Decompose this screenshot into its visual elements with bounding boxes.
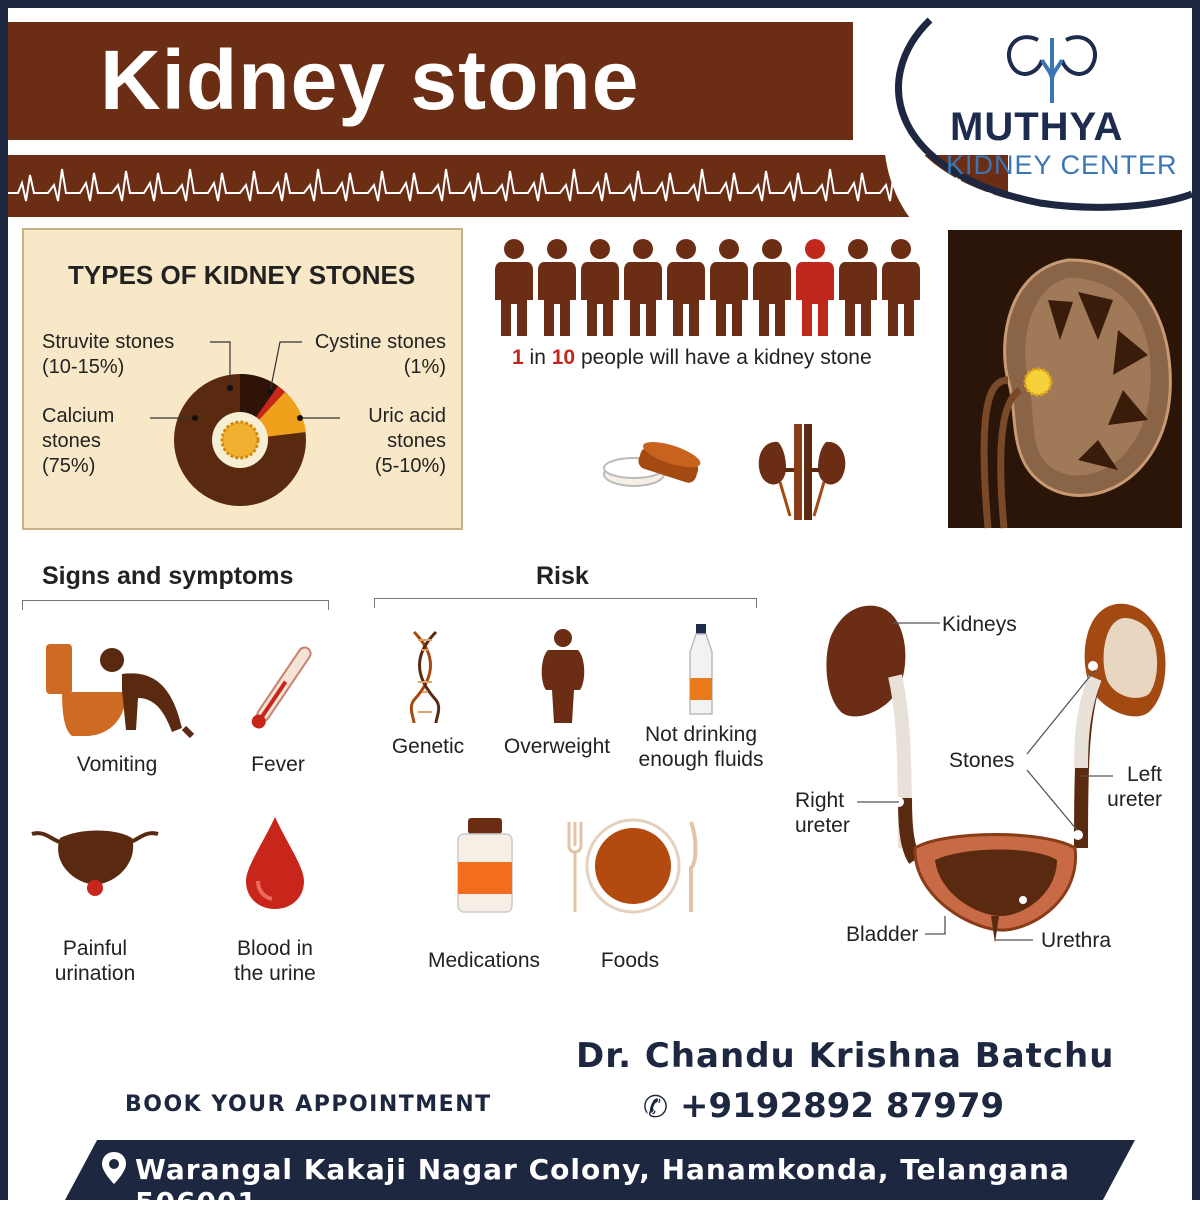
- urethra-label: Urethra: [1041, 929, 1112, 952]
- stone-icon: [1025, 369, 1051, 395]
- kidney-logo-icon: [1009, 37, 1095, 103]
- ecg-band: [8, 155, 1008, 217]
- page-title: Kidney stone: [100, 33, 640, 127]
- phone-number[interactable]: ✆ +9192892 87979: [643, 1086, 1005, 1126]
- dna-icon: [410, 630, 440, 725]
- people-row: [495, 238, 925, 338]
- bladder-label: Bladder: [846, 923, 919, 946]
- genetic-label: Genetic: [391, 735, 465, 758]
- risk-bracket: [374, 598, 757, 608]
- book-appointment[interactable]: BOOK YOUR APPOINTMENT: [125, 1092, 492, 1117]
- medication-bottle-icon: [454, 816, 516, 916]
- types-title: TYPES OF KIDNEY STONES: [68, 260, 416, 290]
- bladder-icon: [30, 820, 160, 900]
- person-icon: [882, 239, 920, 336]
- calcium-label: Calcium stones (75%): [42, 405, 115, 477]
- location-pin-icon: [100, 1150, 128, 1186]
- foods-label: Foods: [600, 949, 660, 972]
- phone-icon: ✆: [643, 1090, 669, 1125]
- kidneys-aorta-icon: [752, 424, 852, 520]
- person-icon: [839, 239, 877, 336]
- logo-name: MUTHYA: [950, 105, 1124, 149]
- blood-drop-icon: [244, 815, 306, 911]
- blood-in-urine-label: Blood in the urine: [234, 937, 316, 985]
- pill-icon: [600, 440, 705, 500]
- person-icon-highlighted: [796, 239, 834, 336]
- vomiting-label: Vomiting: [76, 753, 158, 776]
- person-icon: [581, 239, 619, 336]
- fluids-label: Not drinking enough fluids: [638, 723, 764, 771]
- stone-icon: [222, 422, 258, 458]
- statistic-caption: 1 in 10 people will have a kidney stone: [512, 346, 872, 369]
- uric-acid-label: Uric acid stones (5-10%): [368, 405, 446, 477]
- risk-heading: Risk: [536, 562, 589, 590]
- left-ureter-label: Left ureter: [1107, 763, 1162, 811]
- plate-food-icon: [565, 818, 705, 914]
- address-text: Warangal Kakaji Nagar Colony, Hanamkonda, Telangana 506001: [135, 1153, 1070, 1219]
- person-icon: [495, 239, 533, 336]
- person-icon: [667, 239, 705, 336]
- symptoms-bracket: [22, 600, 329, 610]
- person-icon: [624, 239, 662, 336]
- doctor-name: Dr. Chandu Krishna Batchu: [576, 1036, 1115, 1076]
- person-icon: [753, 239, 791, 336]
- cystine-label: Cystine stones (1%): [314, 331, 446, 378]
- stones-label: Stones: [949, 749, 1015, 772]
- kidneys-label: Kidneys: [942, 613, 1017, 636]
- right-ureter-label: Right ureter: [795, 789, 850, 837]
- struvite-label: Struvite stones (10-15%): [42, 331, 175, 378]
- vomiting-icon: [42, 640, 192, 740]
- logo-subtitle: KIDNEY CENTER: [946, 150, 1178, 180]
- water-bottle-icon: [688, 622, 714, 718]
- medications-label: Medications: [427, 949, 541, 972]
- person-icon: [710, 239, 748, 336]
- painful-urination-label: Painful urination: [54, 937, 136, 985]
- heartbeat-line-icon: [8, 155, 1008, 217]
- symptoms-heading: Signs and symptoms: [42, 562, 294, 590]
- overweight-label: Overweight: [503, 735, 611, 758]
- overweight-person-icon: [538, 628, 588, 724]
- thermometer-icon: [240, 640, 320, 740]
- fever-label: Fever: [251, 753, 305, 776]
- kidney-cross-section: [948, 230, 1182, 528]
- person-icon: [538, 239, 576, 336]
